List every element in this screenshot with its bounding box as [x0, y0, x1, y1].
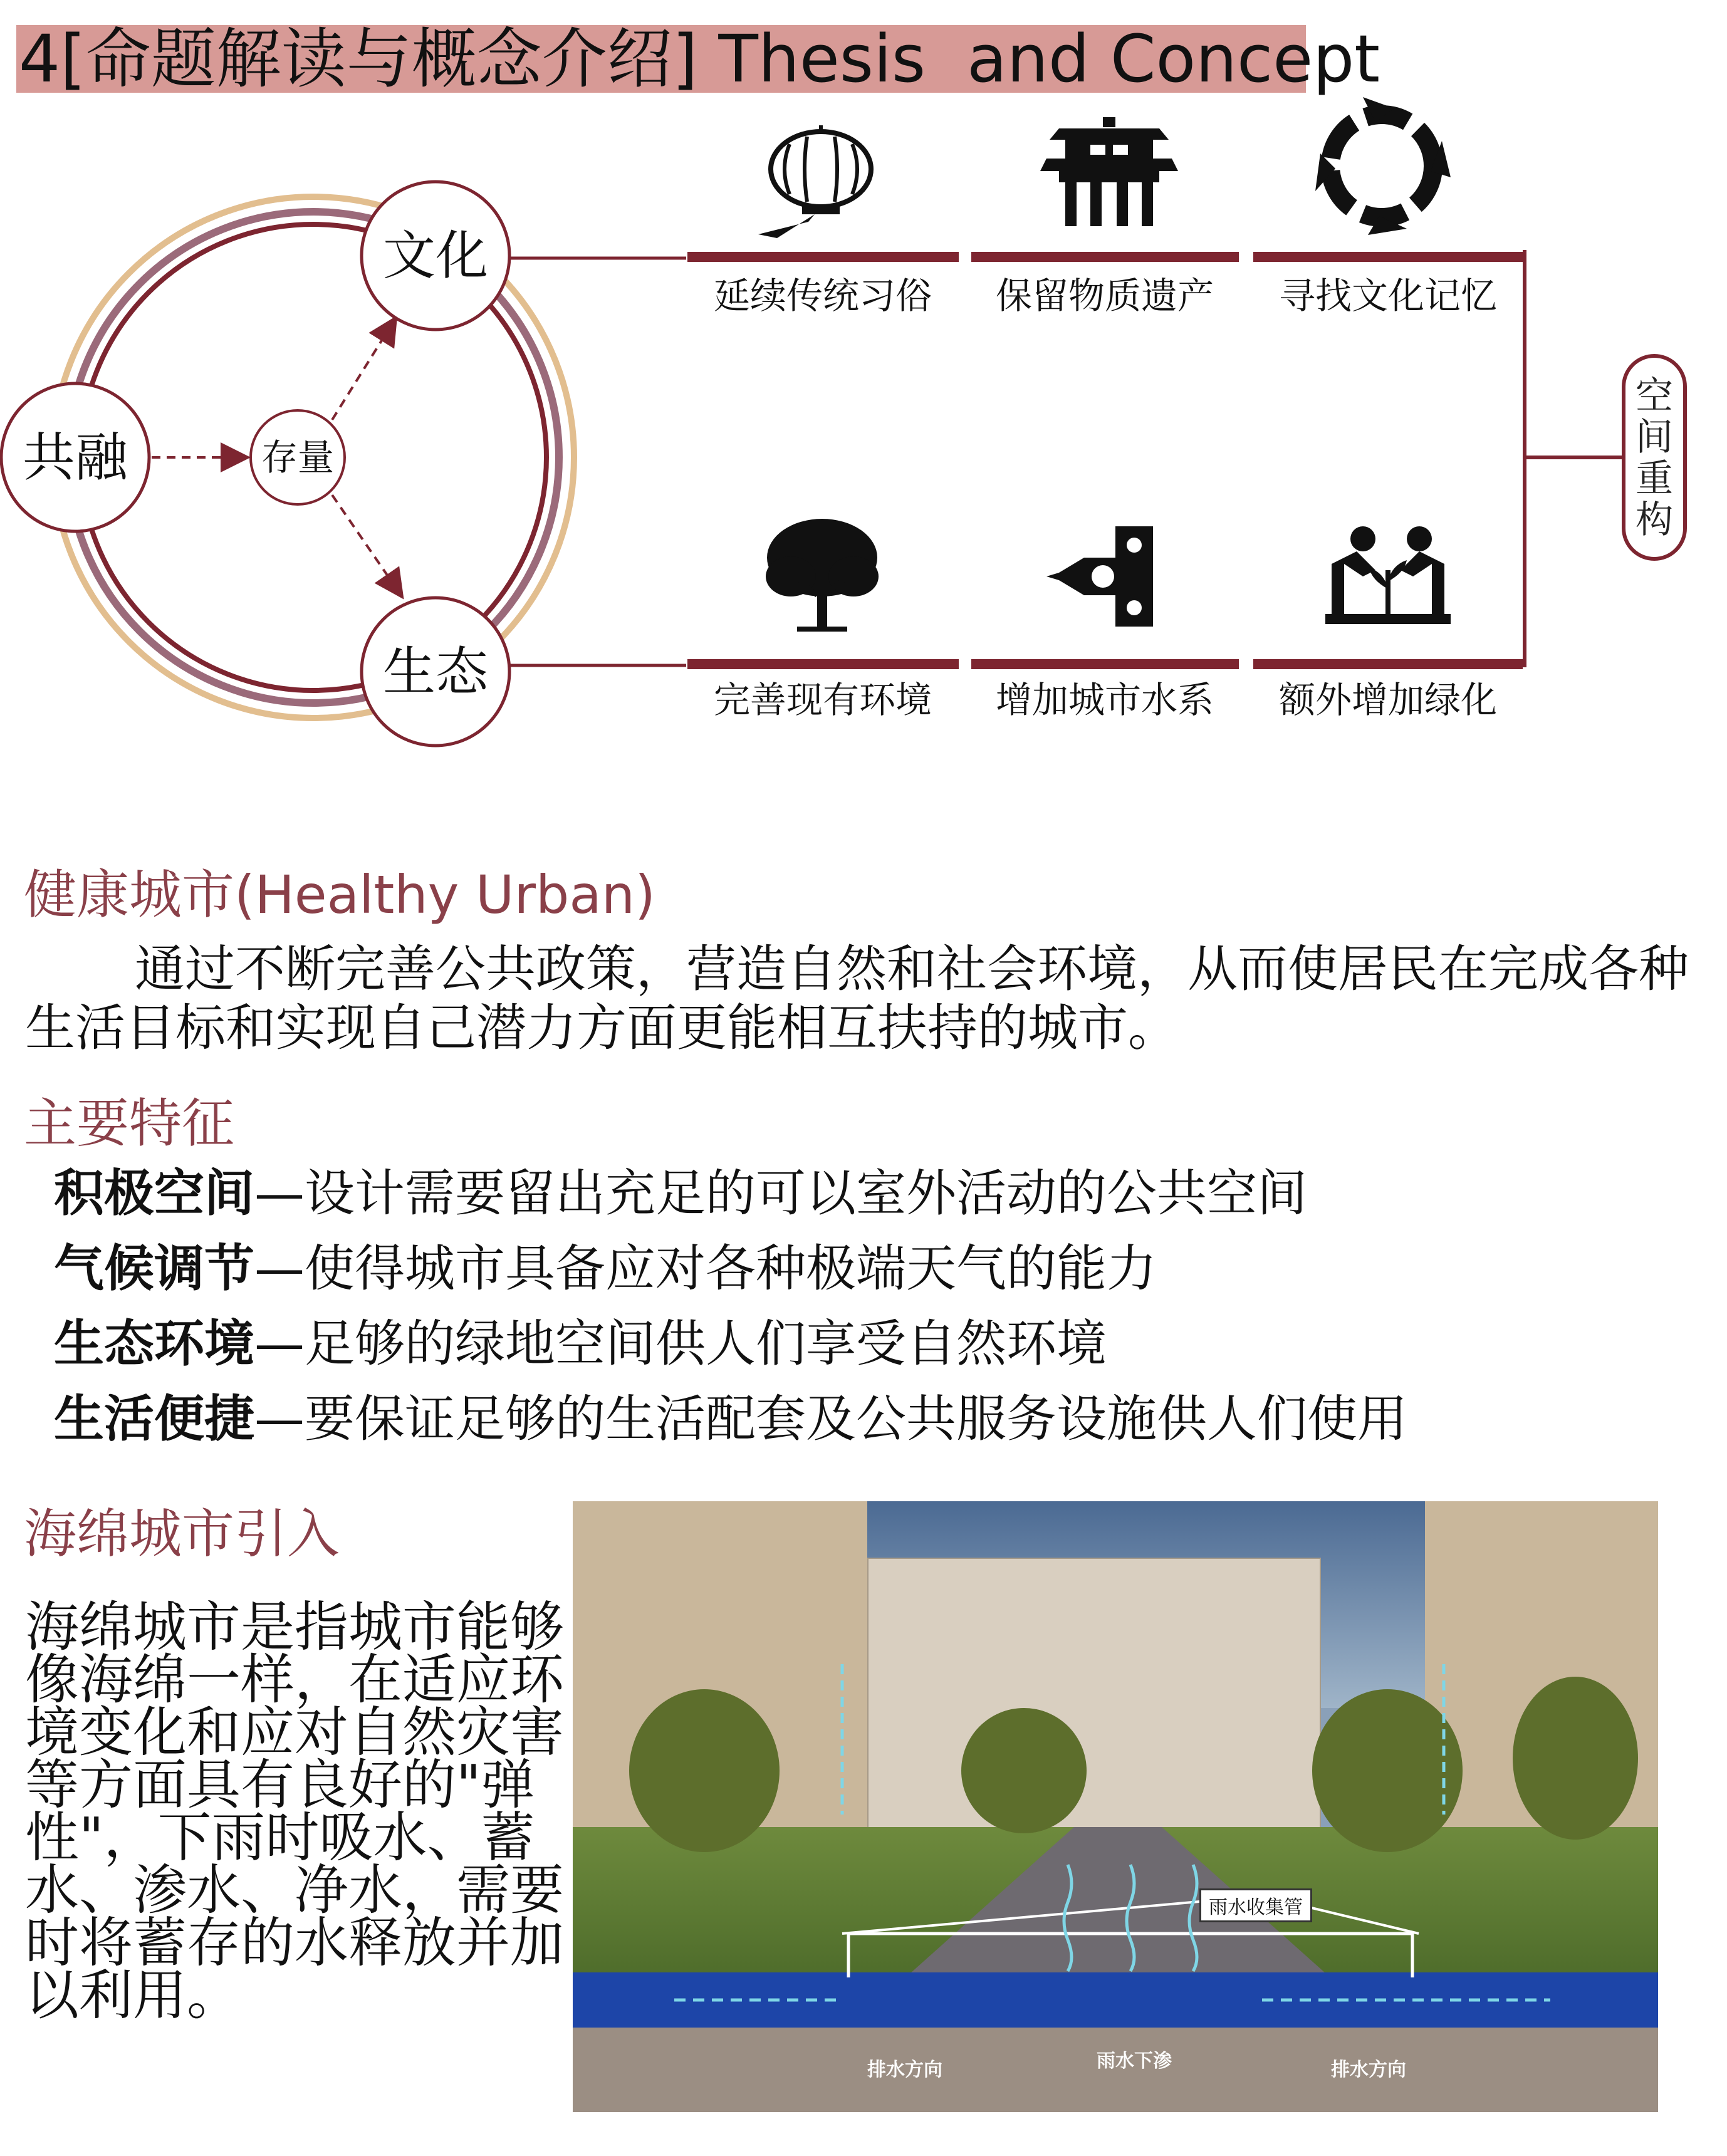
circle-swirl-icon [1315, 97, 1451, 235]
feature-term: 生态环境 [54, 1315, 254, 1373]
side-char: 构 [1636, 498, 1673, 542]
arrow-stock-culture [332, 320, 395, 420]
rain-pipe-label: 雨水收集管 [1199, 1888, 1312, 1922]
water-system-icon [1046, 526, 1153, 627]
page-title: 4[命题解读与概念介绍] Thesis and Concept [19, 21, 1380, 97]
sponge-city-body: 海绵城市是指城市能够像海绵一样，在适应环境变化和应对自然灾害等方面具有良好的"弹性"，下雨时吸水、蓄水、渗水、净水，需要时将蓄存的水释放并加以利用。 [25, 1596, 564, 2027]
planting-hands-icon [1325, 526, 1451, 624]
features-heading: 主要特征 [24, 1093, 235, 1154]
tree-icon [766, 519, 879, 632]
feature-item [54, 1389, 1407, 1449]
caption-bottom-3: 额外增加绿化 [1278, 679, 1497, 721]
node-stock: 存量 [261, 436, 334, 479]
healthy-city-heading: 健康城市(Healthy Urban) [24, 864, 655, 925]
caption-bottom-2: 增加城市水系 [995, 679, 1214, 721]
feature-item [54, 1239, 1157, 1299]
pavilion-icon [1040, 117, 1178, 226]
node-ecology: 生态 [382, 641, 488, 702]
arrow-stock-ecology [332, 495, 401, 595]
caption-top-1: 延续传统习俗 [713, 274, 932, 317]
seep-label: 雨水下渗 [1097, 2050, 1172, 2072]
feature-item [54, 1314, 1107, 1374]
caption-bottom-1: 完善现有环境 [713, 679, 932, 721]
feature-item [54, 1164, 1307, 1224]
caption-top-3: 寻找文化记忆 [1278, 274, 1497, 317]
spatial-reconstruction-box [1622, 354, 1687, 561]
side-char: 间 [1636, 415, 1673, 459]
drain-left-label: 排水方向 [867, 2059, 942, 2081]
feature-desc: —要保证足够的生活配套及公共服务设施供人们使用 [254, 1390, 1407, 1448]
drain-right-label: 排水方向 [1331, 2059, 1406, 2081]
side-char: 重 [1636, 457, 1673, 501]
feature-term: 生活便捷 [54, 1390, 254, 1448]
feature-desc: —使得城市具备应对各种极端天气的能力 [254, 1239, 1157, 1298]
feature-desc: —设计需要留出充足的可以室外活动的公共空间 [254, 1164, 1307, 1222]
sponge-city-illustration [573, 1501, 1658, 2112]
node-fusion: 共融 [22, 427, 128, 488]
feature-desc: —足够的绿地空间供人们享受自然环境 [254, 1315, 1107, 1373]
lantern-icon [758, 125, 871, 238]
sponge-city-heading: 海绵城市引入 [24, 1503, 340, 1565]
side-char: 空 [1636, 374, 1673, 418]
feature-term: 积极空间 [54, 1164, 254, 1222]
water-flow-arrows [573, 1501, 1658, 2112]
healthy-city-body: 通过不断完善公共政策，营造自然和社会环境，从而使居民在完成各种生活目标和实现自己潜力方面更能相互扶持的城市。 [25, 940, 1689, 1057]
feature-term: 气候调节 [54, 1239, 254, 1298]
caption-top-2: 保留物质遗产 [995, 274, 1214, 317]
node-culture: 文化 [382, 225, 488, 286]
